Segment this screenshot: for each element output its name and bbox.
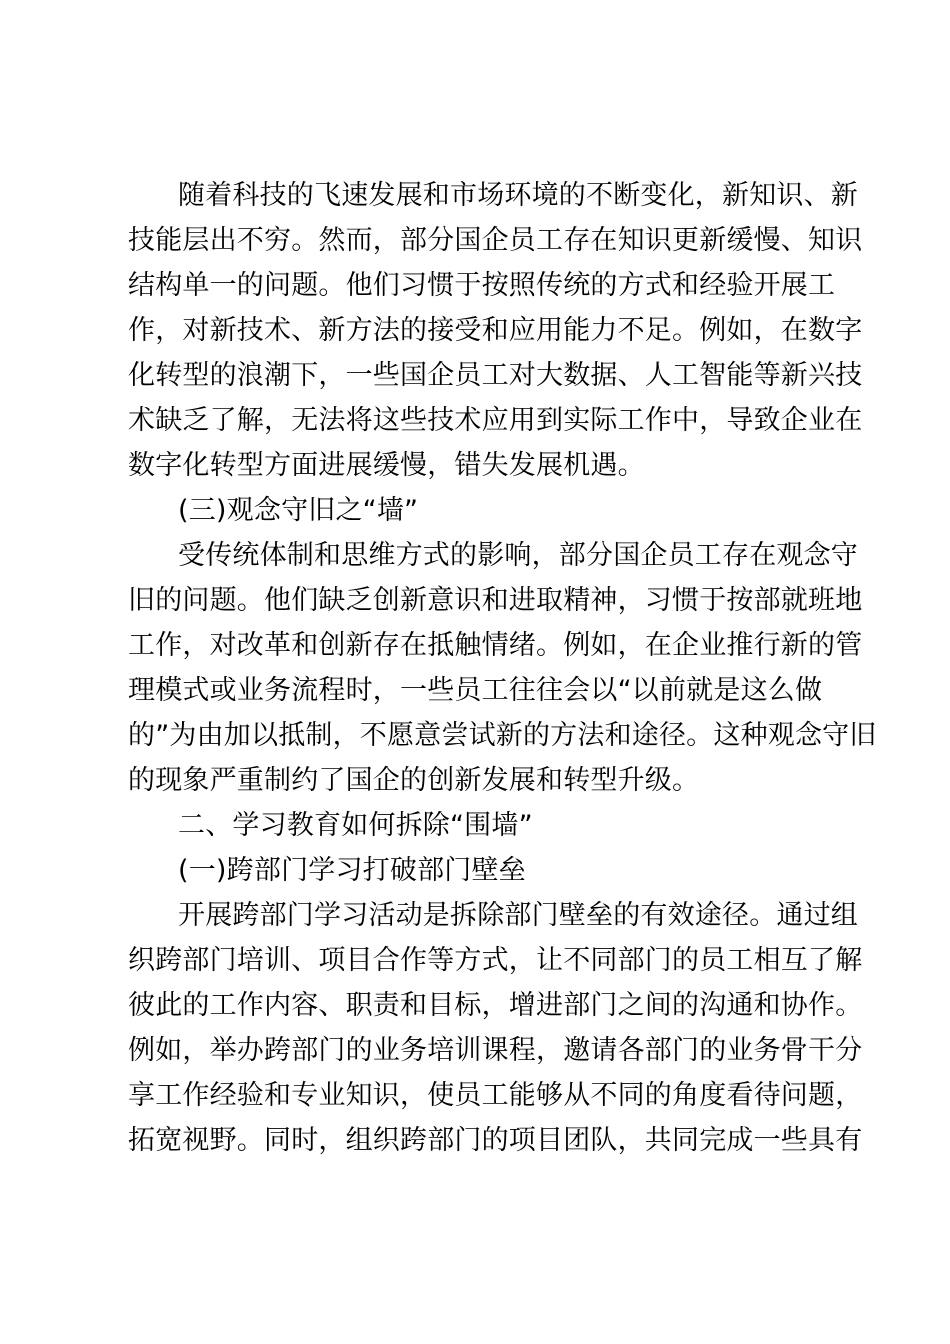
- paragraph-line-15: 织跨部门培训、项目合作等方式，让不同部门的员工相互了解: [128, 945, 863, 976]
- paragraph-line-10: 工作，对改革和创新存在抵触情绪。例如，在企业推行新的管: [128, 630, 863, 661]
- paragraph-line-11: 理模式或业务流程时，一些员工往往会以“以前就是这么做: [128, 675, 823, 706]
- subsection-heading-1: (一)跨部门学习打破部门壁垒: [178, 855, 526, 886]
- paragraph-line-19: 拓宽视野。同时，组织跨部门的项目团队，共同完成一些具有: [128, 1125, 863, 1156]
- paragraph-line-2: 技能层出不穷。然而，部分国企员工存在知识更新缓慢、知识: [128, 225, 863, 256]
- paragraph-line-1: 随着科技的飞速发展和市场环境的不断变化，新知识、新: [178, 180, 858, 211]
- paragraph-line-18: 享工作经验和专业知识，使员工能够从不同的角度看待问题，: [128, 1080, 863, 1111]
- paragraph-line-3: 结构单一的问题。他们习惯于按照传统的方式和经验开展工: [128, 270, 836, 301]
- paragraph-line-14: 开展跨部门学习活动是拆除部门壁垒的有效途径。通过组: [178, 900, 858, 931]
- section-heading-3: (三)观念守旧之“墙”: [178, 495, 419, 526]
- paragraph-line-7: 数字化转型方面进展缓慢，错失发展机遇。: [128, 450, 645, 481]
- paragraph-line-17: 例如，举办跨部门的业务培训课程，邀请各部门的业务骨干分: [128, 1035, 863, 1066]
- paragraph-line-6: 术缺乏了解，无法将这些技术应用到实际工作中，导致企业在: [128, 405, 863, 436]
- paragraph-line-13: 的现象严重制约了国企的创新发展和转型升级。: [128, 765, 700, 796]
- paragraph-line-9: 旧的问题。他们缺乏创新意识和进取精神，习惯于按部就班地: [128, 585, 863, 616]
- paragraph-line-8: 受传统体制和思维方式的影响，部分国企员工存在观念守: [178, 540, 858, 571]
- section-heading-2: 二、学习教育如何拆除“围墙”: [178, 810, 533, 841]
- paragraph-line-16: 彼此的工作内容、职责和目标，增进部门之间的沟通和协作。: [128, 990, 863, 1021]
- paragraph-line-12: 的”为由加以抵制，不愿意尝试新的方法和途径。这种观念守旧: [128, 720, 877, 751]
- paragraph-line-5: 化转型的浪潮下，一些国企员工对大数据、人工智能等新兴技: [128, 360, 863, 391]
- paragraph-line-4: 作，对新技术、新方法的接受和应用能力不足。例如，在数字: [128, 315, 863, 346]
